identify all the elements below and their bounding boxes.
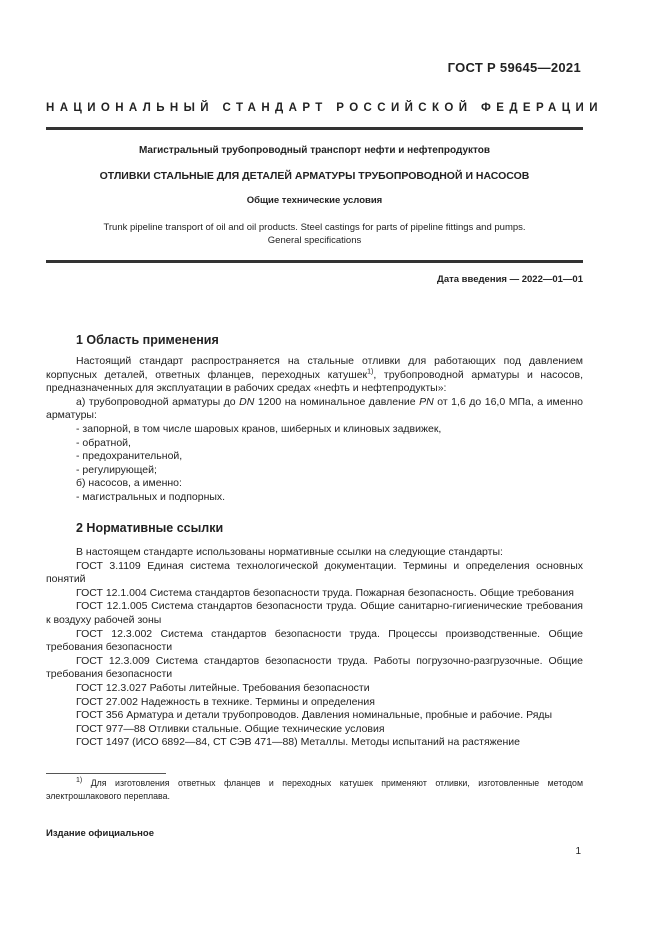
- footnote-separator: [46, 773, 166, 774]
- document-code: ГОСТ Р 59645—2021: [447, 60, 581, 75]
- introduction-date: Дата введения — 2022—01—01: [437, 274, 583, 285]
- list-item: - запорной, в том числе шаровых кранов, шиберных и клиновых задвижек,: [76, 422, 442, 435]
- footnote-text: Для изготовления ответных фланцев и переходных катушек применяют отливки, изготовленные методом электрошлакового переплава.: [46, 778, 583, 801]
- reference-item: ГОСТ 27.002 Надежность в технике. Термины и определения: [76, 695, 375, 708]
- scope-paragraph: Настоящий стандарт распространяется на стальные отливки для работающих под давлением корпусных деталей, ответных фланцев, переходных катушек$^{1)}$, трубопроводной арматуры и насосов, предназначенных для эксплуатации в рабочих средах «нефть и нефтепродукты»:: [46, 355, 583, 395]
- standard-main-title: ОТЛИВКИ СТАЛЬНЫЕ ДЛЯ ДЕТАЛЕЙ АРМАТУРЫ ТРУБОПРОВОДНОЙ И НАСОСОВ: [99, 170, 530, 182]
- references-intro: В настоящем стандарте использованы нормативные ссылки на следующие стандарты:: [76, 546, 503, 558]
- list-item: - обратной,: [76, 436, 131, 449]
- title-bottom-rule: [46, 260, 583, 263]
- english-title-line-2: General specifications: [267, 235, 362, 246]
- scope-item-b: б) насосов, а именно:: [76, 477, 182, 490]
- reference-item: ГОСТ 977—88 Отливки стальные. Общие технические условия: [76, 722, 385, 735]
- english-title: [46, 221, 583, 247]
- footnote-mark: 1): [76, 777, 83, 785]
- top-rule: [46, 127, 583, 130]
- standard-area-title: Магистральный трубопроводный транспорт нефти и нефтепродуктов: [138, 145, 491, 156]
- reference-item: ГОСТ 356 Арматура и детали трубопроводов. Давления номинальные, пробные и рабочие. Ряды: [76, 709, 553, 722]
- section-2-body: [46, 546, 583, 750]
- reference-item: ГОСТ 3.1109 Единая система технологической документации. Термины и определения основных понятий: [46, 559, 583, 586]
- reference-item: ГОСТ 12.3.009 Система стандартов безопасности труда. Работы погрузочно-разгрузочные. Общие требования безопасности: [46, 654, 583, 681]
- reference-item: ГОСТ 12.1.005 Система стандартов безопасности труда. Общие санитарно-гигиенические требования к воздуху рабочей зоны: [46, 600, 583, 626]
- list-item: - регулирующей;: [76, 463, 157, 476]
- reference-item: ГОСТ 12.1.004 Система стандартов безопасности труда. Пожарная безопасность. Общие требования: [76, 586, 574, 599]
- list-item: - магистральных и подпорных.: [76, 490, 226, 503]
- national-standard-title: НАЦИОНАЛЬНЫЙ СТАНДАРТ РОССИЙСКОЙ ФЕДЕРАЦИИ: [46, 102, 603, 114]
- section-2-heading: 2 Нормативные ссылки: [76, 521, 224, 535]
- standard-subtitle: Общие технические условия: [246, 195, 383, 206]
- footnote-ref: 1): [367, 368, 374, 376]
- english-title-line-1: Trunk pipeline transport of oil and oil products. Steel castings for parts of pipeline fittings and pumps.: [103, 222, 526, 233]
- scope-item-a: а) трубопроводной арматуры до DN 1200 на номинальное давление PN от 1,6 до 16,0 МПа, а именно арматуры:: [46, 395, 583, 422]
- section-1-body: [46, 355, 583, 505]
- reference-item: ГОСТ 12.3.027 Работы литейные. Требования безопасности: [76, 681, 370, 694]
- list-item: - предохранительной,: [76, 450, 183, 463]
- page-number: 1: [575, 846, 581, 857]
- reference-item: ГОСТ 12.3.002 Система стандартов безопасности труда. Процессы производственные. Общие требования безопасности: [46, 627, 583, 654]
- section-1-heading: 1 Область применения: [76, 333, 219, 347]
- official-edition-label: Издание официальное: [46, 828, 154, 839]
- footnote: [46, 777, 583, 803]
- reference-item: ГОСТ 1497 (ИСО 6892—84, СТ СЭВ 471—88) Металлы. Методы испытаний на растяжение: [76, 736, 521, 749]
